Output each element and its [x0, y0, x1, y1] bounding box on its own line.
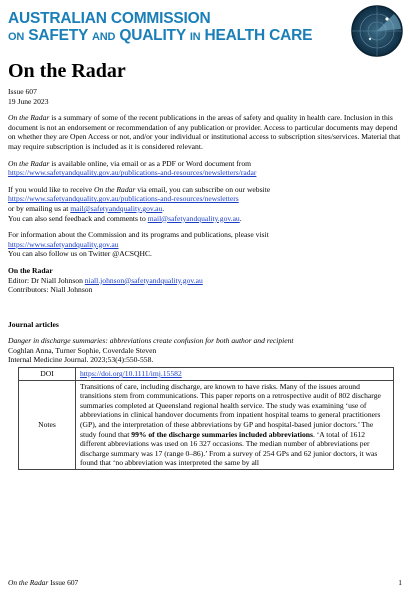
- radar-icon: [350, 4, 404, 58]
- page-number: 1: [398, 578, 402, 587]
- notes-cell: Transitions of care, including discharge, are known to have risks. Many of the issues around transitions stem from communications. This paper reports on a retrospective audit of 802 discharge summaries completed at Queensland regional health service. The study was examining ‘use of abbreviations in clinical handover documents from inpatient hospital teams to general practitioners (GP), and the interpretation of these abbreviations by GP and hospital-based junior doctors.’ The study found that 99% of the discharge summaries included abbreviations. ‘A total of 1612 different abbreviations was used on 16 327 occasions. The median number of abbreviations per discharge summary was 17 (range 0–86).’ From a survey of 254 GPs and 62 junior doctors, it was found that ‘no abbreviation was interpreted the same by all: [76, 380, 394, 469]
- table-row: [19, 368, 394, 381]
- radar-link[interactable]: https://www.safetyandquality.gov.au/publications-and-resources/newsletters/radar: [8, 168, 257, 178]
- availability-paragraph: On the Radar is available online, via email or as a PDF or Word document from https://www.safetyandquality.gov.au/publications-and-resources/newsletters/radar: [8, 158, 257, 178]
- doi-cell: [76, 368, 394, 381]
- doi-link[interactable]: https://doi.org/10.1111/imj.15582: [80, 369, 182, 379]
- commission-logo: [8, 10, 338, 46]
- table-row: [19, 380, 394, 469]
- logo-line-2: ON SAFETY AND QUALITY IN HEALTH CARE: [8, 27, 313, 44]
- issue-info: [8, 87, 402, 106]
- email-link[interactable]: mail@safetyandquality.gov.au: [70, 203, 163, 213]
- credits-heading: On the Radar: [8, 265, 53, 275]
- credits: On the Radar Editor: Dr Niall Johnson niall.johnson@safetyandquality.gov.au Contributors: Niall Johnson: [8, 265, 203, 295]
- article-title: Danger in discharge summaries: abbreviations create confusion for both author and recipient: [8, 336, 294, 346]
- article-block: [8, 336, 402, 365]
- feedback-email-link[interactable]: mail@safetyandquality.gov.au: [147, 213, 240, 223]
- info-paragraph: For information about the Commission and its programs and publications, please visit https://www.safetyandquality.gov.au You can also follow us on Twitter @ACSQHC.: [8, 230, 269, 259]
- notes-label: Notes: [19, 380, 76, 469]
- journal-articles-heading: Journal articles: [8, 319, 59, 329]
- doi-label: DOI: [19, 368, 76, 381]
- logo-line-1: AUSTRALIAN COMMISSION: [8, 10, 211, 27]
- newsletters-link[interactable]: https://www.safetyandquality.gov.au/publications-and-resources/newsletters: [8, 194, 239, 204]
- issue-date: 19 June 2023: [8, 96, 49, 106]
- article-authors: Coghlan Anna, Turner Sophie, Coverdale Steven: [8, 345, 157, 355]
- document-body: [8, 87, 402, 470]
- subscribe-paragraph: If you would like to receive On the Radar via email, you can subscribe on our website https://www.safetyandquality.gov.au/publications-and-resources/newsletters or by emailing us at mail@safetyandquality.gov.au. You can also send feedback and comments to mail@safetyandquality.gov.au.: [8, 184, 271, 223]
- commission-website-link[interactable]: https://www.safetyandquality.gov.au: [8, 239, 119, 249]
- issue-number: Issue 607: [8, 87, 37, 96]
- intro-paragraph: On the Radar is a summary of some of the recent publications in the areas of safety and quality in health care. Inclusion in this document is not an endorsement or recommendation of any publication or provider. Access to particular documents may depend on whether they are Open Access or not, and/or your individual or institutional access to subscription sites/services. Material that may require subscription is included as it is considered relevant.: [8, 113, 401, 151]
- page-footer: On the Radar Issue 607 1: [8, 578, 402, 587]
- article-citation: Internal Medicine Journal. 2023;53(4):550-558.: [8, 355, 154, 365]
- editor-email-link[interactable]: niall.johnson@safetyandquality.gov.au: [84, 275, 203, 285]
- page-title: On the Radar: [8, 60, 126, 82]
- article-table: [18, 367, 394, 470]
